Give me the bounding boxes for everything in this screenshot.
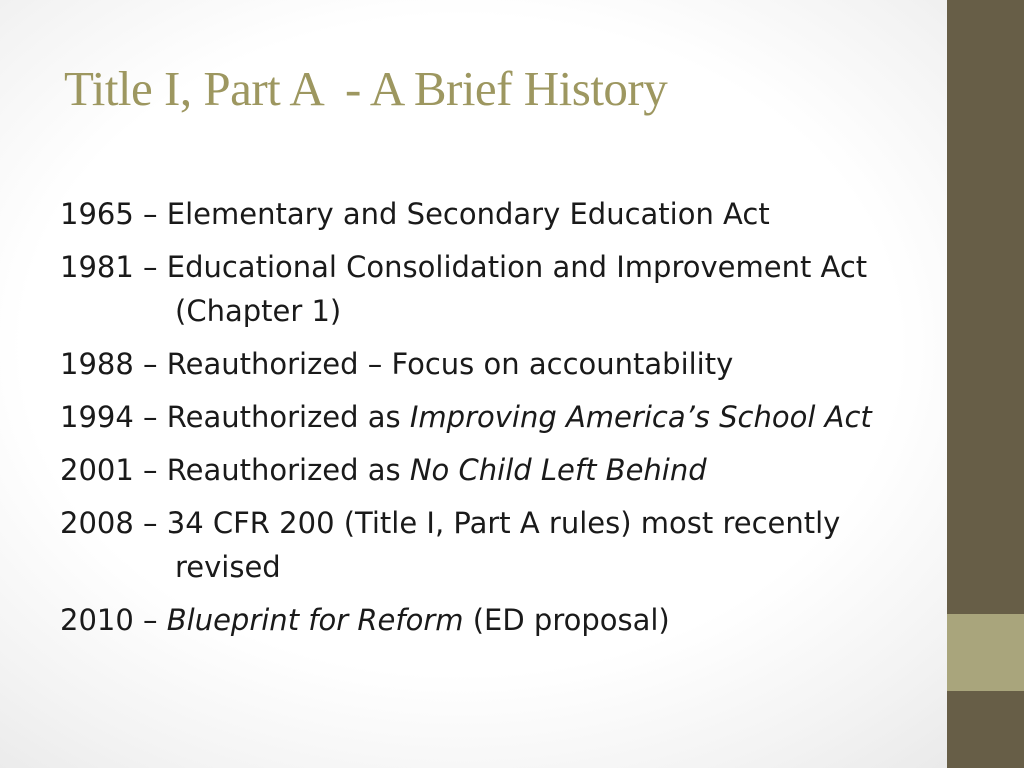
item-separator: – <box>133 400 167 434</box>
slide-title: Title I, Part A - A Brief History <box>64 61 668 116</box>
history-item-2010 <box>60 599 930 641</box>
item-separator: – <box>133 250 167 284</box>
item-separator: – <box>133 453 167 487</box>
history-list <box>60 193 930 651</box>
item-title-italic: No Child Left Behind <box>409 453 707 487</box>
item-text-suffix: (ED proposal) <box>463 603 670 637</box>
item-year: 1981 <box>60 250 134 284</box>
history-item-2001 <box>60 449 930 491</box>
item-year: 2001 <box>60 453 134 487</box>
item-separator: – <box>133 347 167 381</box>
history-item-1988 <box>60 343 930 385</box>
item-text: Reauthorized as <box>166 453 410 487</box>
item-text: Reauthorized as <box>166 400 410 434</box>
history-item-1994 <box>60 395 930 439</box>
side-accent-block <box>947 614 1024 691</box>
item-year: 2008 <box>60 506 134 540</box>
item-text: Reauthorized – Focus on accountability <box>166 347 734 381</box>
item-separator: – <box>133 603 167 637</box>
item-year: 1965 <box>60 197 134 231</box>
item-year: 1994 <box>60 400 134 434</box>
item-separator: – <box>133 197 167 231</box>
item-title-italic: Blueprint for Reform <box>166 603 464 637</box>
item-title-italic: Improving America’s School Act <box>409 400 872 434</box>
item-text: Educational Consolidation and Improvement Act (Chapter 1) <box>166 250 868 328</box>
item-text: 34 CFR 200 (Title I, Part A rules) most recently revised <box>166 506 841 584</box>
item-separator: – <box>133 506 167 540</box>
history-item-1965 <box>60 193 930 235</box>
history-item-2008 <box>60 501 930 589</box>
history-item-1981 <box>60 245 930 333</box>
item-year: 1988 <box>60 347 134 381</box>
item-year: 2010 <box>60 603 134 637</box>
item-text: Elementary and Secondary Education Act <box>166 197 770 231</box>
